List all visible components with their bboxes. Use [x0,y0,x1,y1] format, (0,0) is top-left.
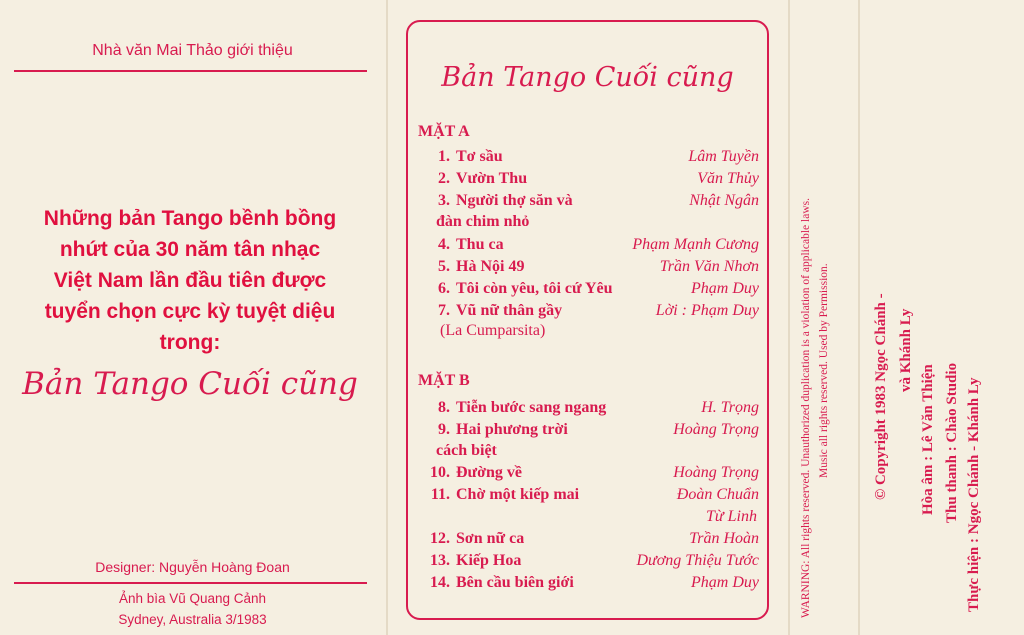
track-title: Hai phương trời [456,421,568,438]
track-row [426,302,759,324]
side-a-heading: MẶT A [418,123,470,140]
track-number: 13. [430,552,450,569]
promo-line: Những bản Tango bềnh bồng [43,207,337,230]
track-row [426,421,759,443]
track-title-continued: đàn chim nhỏ [436,213,530,230]
track-author: Lời : Phạm Duy [655,302,759,319]
track-row [426,486,759,508]
track-number: 5. [438,258,450,275]
warning-line-2: Music all rights reserved. Used by Permission. [818,263,830,478]
track-title-continued: (La Cumparsita) [440,322,546,339]
copyright-line-2: và Khánh Ly [898,308,914,392]
track-row [426,464,759,486]
track-row [426,236,759,258]
track-row [426,170,759,192]
track-title: Bên cầu biên giới [456,574,574,591]
track-row [426,148,759,170]
track-author: Lâm Tuyền [688,148,759,165]
promo-line: tuyển chọn cực kỳ tuyệt diệu [44,300,336,323]
track-row [426,574,759,596]
producer-credit: Thực hiện : Ngọc Chánh - Khánh Ly [966,377,982,612]
track-title: Tôi còn yêu, tôi cứ Yêu [456,280,613,297]
warning-line-1: WARNING: All rights reserved. Unauthorized duplication is a violation of applicable laws. [800,198,812,618]
track-number: 1. [438,148,450,165]
track-title: Tiễn bước sang ngang [456,399,607,416]
fold-line [788,0,790,635]
track-title: Thu ca [456,236,504,253]
card-album-title: Bản Tango Cuối cũng [441,62,734,93]
track-author: Trần Văn Nhơn [659,258,759,275]
track-row [426,530,759,552]
promo-line: nhứt của 30 năm tân nhạc [59,238,321,261]
track-author: Hoàng Trọng [673,421,759,438]
track-number: 2. [438,170,450,187]
track-title: Kiếp Hoa [456,552,522,569]
cover-credit [0,588,385,630]
track-title: Tơ sầu [456,148,503,165]
designer-credit: Designer: Nguyễn Hoàng Đoan [95,559,290,575]
track-title: Người thợ săn và [456,192,573,209]
track-title: Chờ một kiếp mai [456,486,580,503]
left-panel [0,0,385,635]
track-title-continued: cách biệt [436,442,497,459]
track-author: Nhật Ngân [689,192,759,209]
track-title: Sơn nữ ca [456,530,525,547]
track-author: Văn Thủy [697,170,759,187]
track-author: Phạm Duy [691,280,759,297]
album-title: Bản Tango Cuối cũng [22,366,358,402]
arrangement-credit: Hòa âm : Lê Văn Thiện [920,364,936,515]
track-author: Trần Hoàn [689,530,759,547]
track-title: Vườn Thu [456,170,528,187]
track-row [426,192,759,214]
recording-credit: Thu thanh : Chào Studio [944,362,960,523]
track-author: Phạm Duy [691,574,759,591]
track-number: 6. [438,280,450,297]
bottom-rule [14,582,367,584]
side-b-heading: MẶT B [418,372,470,389]
track-title: Hà Nội 49 [456,258,525,275]
track-number: 12. [430,530,450,547]
track-number: 7. [438,302,450,319]
track-author: H. Trọng [701,399,759,416]
tracklist-card [406,20,769,620]
fold-line [386,0,388,635]
track-row [426,552,759,574]
track-number: 3. [438,192,450,209]
track-number: 4. [438,236,450,253]
track-author-continued: Từ Linh [706,508,757,525]
promo-line: trong: [159,331,221,354]
copyright-line: © Copyright 1983 Ngọc Chánh - [873,293,889,500]
track-number: 9. [438,421,450,438]
track-number: 14. [430,574,450,591]
track-author: Phạm Mạnh Cương [632,236,759,253]
place-date: Sydney, Australia 3/1983 [118,612,267,627]
top-rule [14,70,367,72]
cover-art-credit: Ảnh bìa Vũ Quang Cảnh [118,591,267,606]
promo-text [10,203,370,358]
promo-line: Việt Nam lần đầu tiên được [53,269,327,292]
track-row [426,399,759,421]
track-author: Dương Thiệu Tước [636,552,759,569]
track-author: Hoàng Trọng [673,464,759,481]
track-row [426,258,759,280]
track-row [426,280,759,302]
fold-line [858,0,860,635]
track-number: 8. [438,399,450,416]
track-author: Đoàn Chuẩn [676,486,759,503]
presenter-line: Nhà văn Mai Thảo giới thiệu [92,42,293,59]
track-title: Vũ nữ thân gầy [456,302,563,319]
track-number: 10. [430,464,450,481]
track-number: 11. [430,486,450,503]
track-title: Đường về [456,464,523,481]
